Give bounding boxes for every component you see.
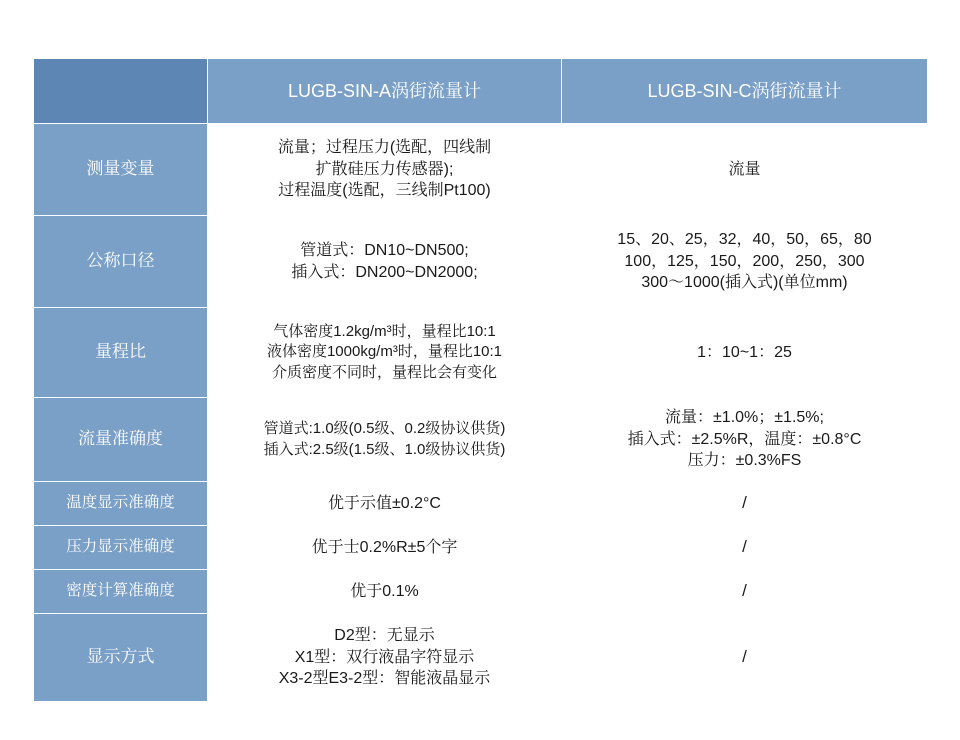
cell-c-turndown-ratio [562, 308, 928, 398]
cell-line: 介质密度不同时，量程比会有变化 [271, 363, 497, 381]
cell-c-pressure-display-accuracy: / [562, 526, 928, 570]
cell-line: 15、20、25，32，40，50，65，80 [617, 231, 872, 249]
row-label-nominal-diameter: 公称口径 [34, 216, 208, 308]
cell-c-nominal-diameter [562, 216, 928, 308]
table-row [34, 216, 928, 308]
cell-line: 300～1000(插入式)(单位mm) [641, 274, 848, 292]
table-row [34, 482, 928, 526]
cell-c-flow-accuracy [562, 398, 928, 482]
specification-table [33, 58, 928, 702]
cell-a-temperature-display-accuracy: 优于示值±0.2°C [208, 482, 562, 526]
table-row [34, 124, 928, 216]
cell-line: 插入式：±2.5%R，温度：±0.8°C [627, 430, 862, 448]
cell-line: 扩散硅压力传感器); [315, 160, 454, 178]
cell-a-flow-accuracy [208, 398, 562, 482]
table-body [34, 124, 928, 702]
table-row [34, 308, 928, 398]
table-row [34, 398, 928, 482]
header-column-c: LUGB-SIN-C涡街流量计 [562, 59, 928, 124]
cell-line: X3-2型E3-2型：智能液晶显示 [278, 670, 491, 688]
cell-line: 气体密度1.2kg/m³时，量程比10:1 [273, 323, 496, 341]
cell-line: 管道式：DN10~DN500; [300, 241, 469, 259]
row-label-pressure-display-accuracy: 压力显示准确度 [34, 526, 208, 570]
cell-a-density-calculation-accuracy: 优于0.1% [208, 570, 562, 614]
cell-line: 流量；过程压力(选配，四线制 [277, 139, 492, 157]
cell-line: 插入式:2.5级(1.5级、1.0级协议供货) [263, 440, 506, 458]
cell-c-measured-variable [562, 124, 928, 216]
cell-a-display-mode [208, 614, 562, 702]
header-column-a: LUGB-SIN-A涡街流量计 [208, 59, 562, 124]
cell-c-temperature-display-accuracy: / [562, 482, 928, 526]
cell-c-density-calculation-accuracy: / [562, 570, 928, 614]
cell-line: 100，125，150，200，250，300 [624, 252, 865, 270]
cell-line: D2型：无显示 [334, 627, 435, 645]
cell-line: 插入式：DN200~DN2000; [291, 263, 478, 281]
row-label-temperature-display-accuracy: 温度显示准确度 [34, 482, 208, 526]
cell-a-turndown-ratio [208, 308, 562, 398]
table-row [34, 526, 928, 570]
cell-line: 1：10~1：25 [697, 343, 792, 361]
cell-line: 液体密度1000kg/m³时，量程比10:1 [266, 343, 503, 361]
header-corner-cell [34, 59, 208, 124]
table-row [34, 614, 928, 702]
cell-c-display-mode: / [562, 614, 928, 702]
row-label-turndown-ratio: 量程比 [34, 308, 208, 398]
cell-line: 过程温度(选配，三线制Pt100) [278, 182, 491, 200]
row-label-flow-accuracy: 流量准确度 [34, 398, 208, 482]
table-row [34, 570, 928, 614]
cell-line: 管道式:1.0级(0.5级、0.2级协议供货) [263, 420, 506, 438]
cell-a-nominal-diameter [208, 216, 562, 308]
cell-a-pressure-display-accuracy: 优于士0.2%R±5个字 [208, 526, 562, 570]
row-label-density-calculation-accuracy: 密度计算准确度 [34, 570, 208, 614]
cell-line: 压力：±0.3%FS [687, 452, 802, 470]
cell-line: X1型：双行液晶字符显示 [294, 648, 475, 666]
table-header [34, 59, 928, 124]
cell-a-measured-variable [208, 124, 562, 216]
cell-line: 流量：±1.0%；±1.5%; [665, 409, 824, 427]
header-row [34, 59, 928, 124]
row-label-display-mode: 显示方式 [34, 614, 208, 702]
cell-line: 流量 [728, 160, 761, 178]
row-label-measured-variable: 测量变量 [34, 124, 208, 216]
